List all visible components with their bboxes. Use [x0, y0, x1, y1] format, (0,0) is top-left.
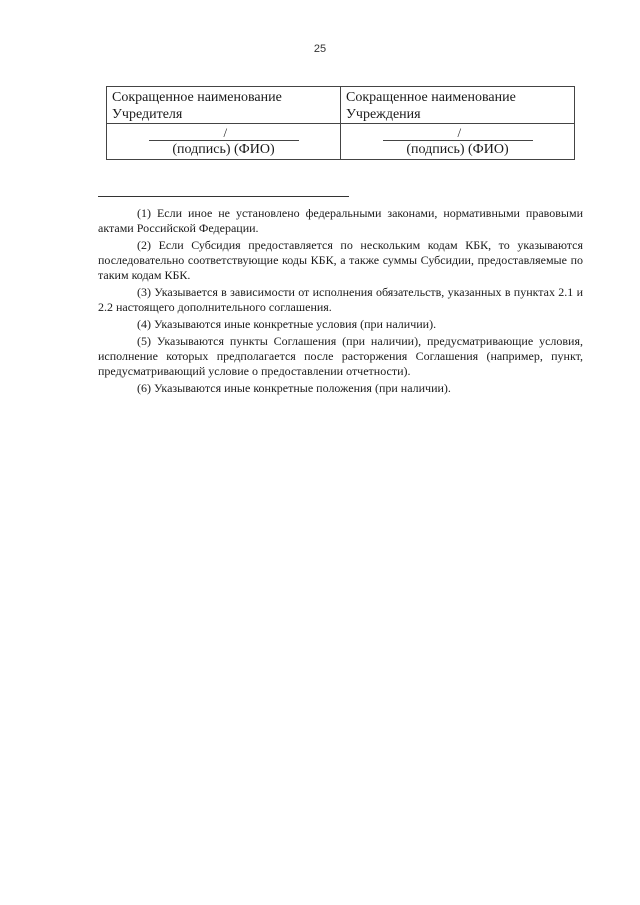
footnote-2: (2) Если Субсидия предоставляется по нескольким кодам КБК, то указываются последовательно соответствующие коды КБК, а также суммы Субсидии, предоставляемые по таким кодам КБК. — [98, 238, 583, 282]
signature-row — [107, 124, 575, 160]
institution-signature-slash: / — [457, 125, 462, 140]
footnote-5: (5) Указываются пункты Соглашения (при наличии), предусматривающие условия, исполнение которых предполагается после расторжения Соглашения (например, пункт, предусматривающий условие о предоставлении отчетности). — [98, 334, 583, 378]
footnote-3: (3) Указывается в зависимости от исполнения обязательств, указанных в пунктах 2.1 и 2.2 настоящего дополнительного соглашения. — [98, 285, 583, 314]
footnote-6: (6) Указываются иные конкретные положения (при наличии). — [137, 381, 451, 395]
footnote-4: (4) Указываются иные конкретные условия (при наличии). — [137, 317, 437, 331]
footnotes — [98, 206, 583, 398]
signature-table — [106, 86, 575, 160]
founder-signature-slash: / — [223, 125, 228, 140]
founder-signature-caption: (подпись) (ФИО) — [172, 142, 275, 157]
institution-signature-caption: (подпись) (ФИО) — [406, 142, 509, 157]
founder-signature-cell — [107, 124, 341, 160]
footnote-1: (1) Если иное не установлено федеральными законами, нормативными правовыми актами Российской Федерации. — [98, 206, 583, 235]
page-number: 25 — [313, 43, 327, 55]
institution-signature-line — [383, 125, 533, 141]
org-name-row — [107, 87, 575, 124]
institution-signature-cell — [341, 124, 575, 160]
founder-org-name: Сокращенное наименование Учредителя — [107, 87, 341, 124]
institution-org-name: Сокращенное наименование Учреждения — [341, 87, 575, 124]
founder-signature-line — [149, 125, 299, 141]
footnote-separator — [98, 196, 349, 197]
